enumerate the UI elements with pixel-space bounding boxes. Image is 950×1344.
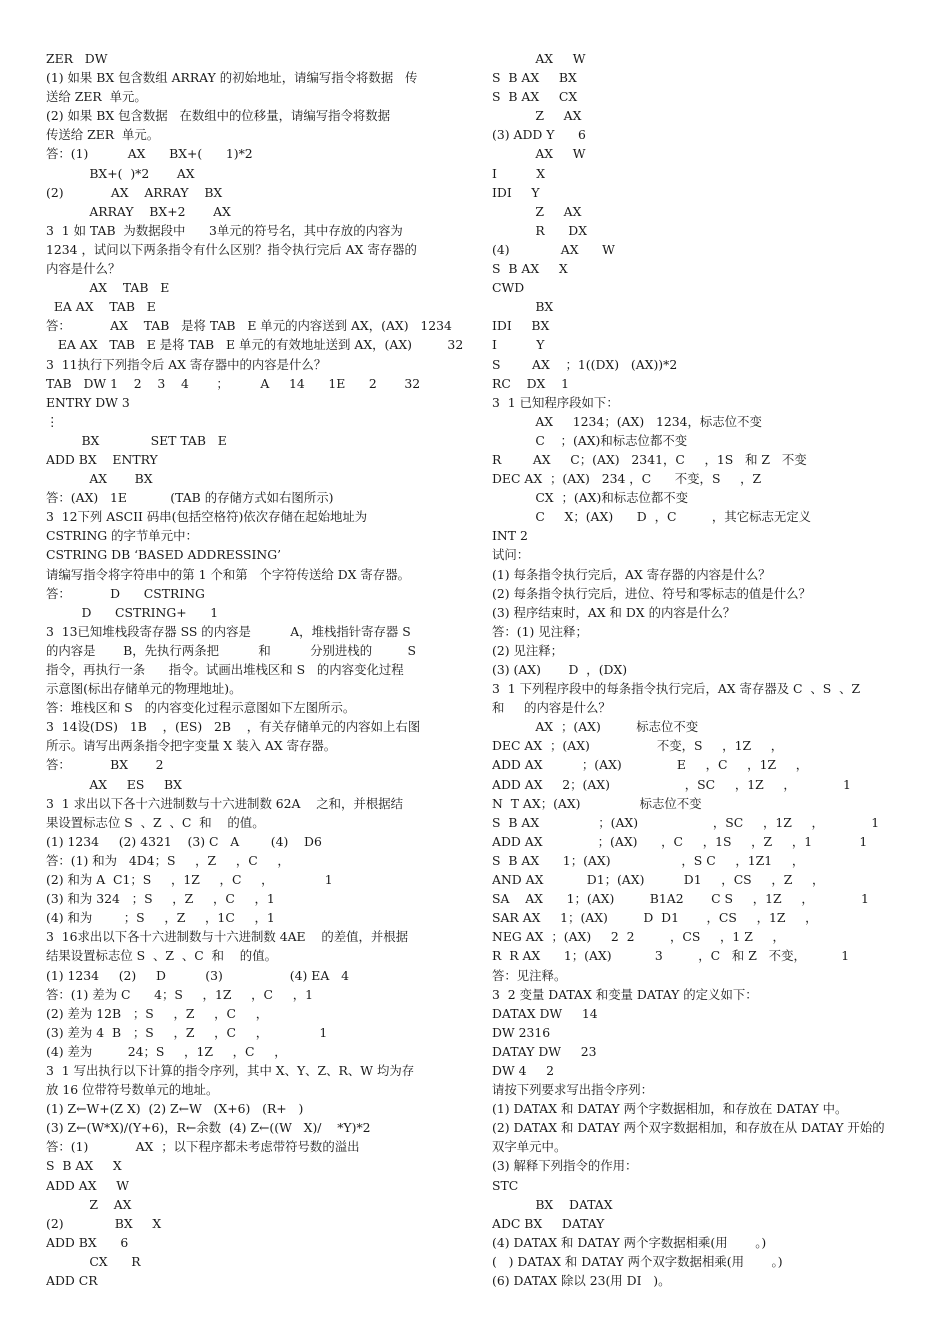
right-text-line: DATAX DW 14	[492, 1005, 598, 1021]
left-text-line: D CSTRING+ 1	[46, 604, 219, 620]
right-text-line: (4) DATAX 和 DATAY 两个字数据相乘(用 。)	[492, 1234, 767, 1250]
left-text-line: (1) 1234 (2) D (3) (4) EA 4	[46, 967, 349, 983]
left-text-line: ADD BX ENTRY	[46, 451, 158, 467]
left-text-line: (2) AX ARRAY BX	[46, 184, 223, 200]
right-text-line: (2) DATAX 和 DATAY 两个双字数据相加，和存放在从 DATAY 开始的	[492, 1120, 885, 1136]
left-text-line: 3 14设(DS) 1B ，(ES) 2B ，有关存储单元的内容如上右图	[46, 719, 421, 735]
left-text-line: 3 12下列 ASCII 码串(包括空格符)依次存储在起始地址为	[46, 509, 368, 525]
right-text-line: AX W	[492, 51, 586, 66]
right-text-line: SAR AX 1；(AX) D D1 ，CS ，1Z ，	[492, 910, 818, 926]
right-text-line: AX ；(AX) 标志位不变	[492, 719, 699, 735]
left-text-line: 1234 ，试问以下两条指令有什么区别？指令执行完后 AX 寄存器的	[46, 241, 417, 257]
left-text-line: 3 1 如 TAB 为数据段中 3单元的符号名，其中存放的内容为	[46, 222, 403, 238]
right-text-line: Z AX	[492, 108, 582, 124]
left-text-line: 答：(1) AX BX+( 1)*2	[46, 146, 253, 162]
left-text-line: 内容是什么？	[46, 261, 121, 277]
right-text-line: CX ；(AX)和标志位都不变	[492, 490, 689, 506]
left-text-line: AX BX	[46, 471, 153, 487]
left-text-line: 3 1 写出执行以下计算的指令序列，其中 X、Y、Z、R、W 均为存	[46, 1062, 415, 1078]
right-text-line: (1) 每条指令执行完后，AX 寄存器的内容是什么？	[492, 566, 771, 582]
left-text-line: 放 16 位带符号数单元的地址。	[46, 1082, 219, 1098]
right-text-line: 3 1 已知程序段如下：	[492, 394, 619, 410]
right-text-line: DEC AX ；(AX) 234 ，C 不变，S ，Z	[492, 471, 762, 487]
left-text-line: (4) 和为 ；S ，Z ，1C ，1	[46, 910, 275, 926]
left-text-line: (3) Z←(W*X)/(Y+6)，R←余数 (4) Z←((W X)/ *Y)*2	[46, 1120, 371, 1136]
right-text-line: Z AX	[492, 203, 582, 219]
right-text-line: ADC BX DATAY	[492, 1215, 605, 1231]
left-text-line: ARRAY BX+2 AX	[46, 203, 231, 219]
left-text-line: S B AX X	[46, 1158, 122, 1174]
right-text-line: ADD AX ；(AX) ，C ，1S ，Z ，1 1	[492, 833, 868, 849]
left-text-line: CSTRING 的字节单元中：	[46, 528, 198, 544]
left-text-line: 示意图(标出存储单元的物理地址)。	[46, 681, 242, 697]
left-text-line: Z AX	[46, 1196, 132, 1212]
right-text-line: 3 2 变量 DATAX 和变量 DATAY 的定义如下：	[492, 986, 758, 1002]
left-text-line: ADD BX 6	[46, 1234, 129, 1250]
left-text-line: (2) BX X	[46, 1215, 162, 1231]
right-text-line: 试问：	[492, 547, 530, 563]
right-text-line: S B AX 1；(AX) ，S C ，1Z1 ，	[492, 852, 805, 868]
left-text-line: 结果设置标志位 S 、Z 、C 和 的值。	[46, 948, 277, 964]
left-text-line: (1) 如果 BX 包含数组 ARRAY 的初始地址，请编写指令将数据 传	[46, 70, 418, 86]
left-text-line: (4) 差为 24；S ，1Z ，C ，	[46, 1043, 287, 1059]
left-text-line: 答：(1) AX ；以下程序都未考虑带符号数的溢出	[46, 1139, 360, 1155]
right-text-line: BX DATAX	[492, 1196, 613, 1212]
left-text-line: ⋮	[46, 413, 59, 429]
right-text-line: BX	[492, 299, 554, 315]
left-text-line: 答：堆栈区和 S 的内容变化过程示意图如下左图所示。	[46, 700, 356, 716]
left-text-line: 3 16求出以下各十六进制数与十六进制数 4AE 的差值，并根据	[46, 929, 409, 945]
right-text-line: C ；(AX)和标志位都不变	[492, 432, 688, 448]
left-text-line: 所示。请写出两条指令把字变量 X 装入 AX 寄存器。	[46, 738, 337, 754]
left-text-line: 传送给 ZER 单元。	[46, 127, 160, 143]
left-text-line: 答： AX TAB 是将 TAB E 单元的内容送到 AX，(AX) 1234	[46, 318, 452, 334]
left-text-line: (1) Z←W+(Z X) (2) Z←W (X+6) (R+ )	[46, 1101, 304, 1117]
right-text-line: IDI Y	[492, 184, 540, 200]
right-text-line: (4) AX W	[492, 241, 615, 257]
right-text-line: DW 2316	[492, 1024, 551, 1040]
right-text-line: (3) (AX) D ，(DX)	[492, 662, 628, 677]
right-text-line: (1) DATAX 和 DATAY 两个字数据相加，和存放在 DATAY 中。	[492, 1101, 848, 1117]
right-text-line: S B AX ；(AX) ，SC ，1Z ， 1	[492, 814, 880, 830]
left-text-line: 送给 ZER 单元。	[46, 89, 147, 105]
left-text-line: AX TAB E	[46, 280, 170, 296]
right-text-line: AND AX D1；(AX) D1 ，CS ，Z ，	[492, 872, 825, 888]
right-text-line: R R AX 1；(AX) 3 ，C 和 Z 不变， 1	[492, 948, 850, 964]
right-text-line: DATAY DW 23	[492, 1043, 597, 1059]
left-text-line: CX R	[46, 1253, 141, 1269]
left-text-line: 果设置标志位 S 、Z 、C 和 的值。	[46, 814, 265, 830]
left-text-line: (2) 如果 BX 包含数据 在数组中的位移量，请编写指令将数据	[46, 108, 391, 124]
left-text-line: (2) 差为 12B ；S ，Z ，C ，	[46, 1005, 269, 1021]
right-text-line: 双字单元中。	[492, 1139, 567, 1155]
left-text-line: (3) 和为 324 ；S ，Z ，C ，1	[46, 891, 275, 907]
right-text-line: R DX	[492, 222, 588, 238]
right-column	[492, 49, 912, 1290]
left-text-line: 答：(1) 和为 4D4；S ，Z ，C ，	[46, 852, 290, 868]
left-text-line: 答： D CSTRING	[46, 585, 205, 601]
left-text-line: (1) 1234 (2) 4321 (3) C A (4) D6	[46, 833, 322, 849]
right-text-line: R AX C；(AX) 2341，C ，1S 和 Z 不变	[492, 451, 807, 467]
left-text-line: 答： BX 2	[46, 757, 164, 773]
right-text-line: CWD	[492, 280, 525, 296]
left-text-line: 3 11执行下列指令后 AX 寄存器中的内容是什么？	[46, 356, 327, 372]
right-text-line: 3 1 下列程序段中的每条指令执行完后，AX 寄存器及 C 、S 、Z	[492, 681, 861, 697]
left-text-line: ZER DW	[46, 51, 108, 66]
left-text-line: 答：(AX) 1E (TAB 的存储方式如右图所示)	[46, 490, 334, 506]
left-text-line: CSTRING DB ‘BASED ADDRESSING’	[46, 547, 282, 563]
right-text-line: S B AX X	[492, 261, 568, 277]
left-text-line: BX SET TAB E	[46, 432, 227, 448]
left-text-line: TAB DW 1 2 3 4 ； A 14 1E 2 32	[46, 375, 421, 391]
right-text-line: NEG AX ；(AX) 2 2 ，CS ，1 Z ，	[492, 929, 785, 945]
left-text-line: EA AX TAB E	[46, 299, 156, 315]
left-text-line: 的内容是 B，先执行两条把 和 分别进栈的 S	[46, 642, 417, 658]
right-text-line: S AX ；1((DX) (AX))*2	[492, 356, 678, 372]
right-text-line: AX W	[492, 146, 586, 162]
right-text-line: DW 4 2	[492, 1062, 555, 1078]
right-text-line: 答：(1) 见注释；	[492, 623, 588, 639]
left-text-line: EA AX TAB E 是将 TAB E 单元的有效地址送到 AX，(AX) 32	[46, 337, 464, 353]
left-text-line: (2) 和为 A C1；S ，1Z ，C ， 1	[46, 872, 333, 888]
left-text-line: ADD CR	[46, 1273, 98, 1288]
right-text-line: ADD AX 2；(AX) ，SC ，1Z ， 1	[492, 776, 851, 792]
right-text-line: (3) 解释下列指令的作用：	[492, 1158, 638, 1174]
left-text-line: 请编写指令将字符串中的第 1 个和第 个字符传送给 DX 寄存器。	[46, 566, 410, 582]
left-column	[46, 49, 466, 1290]
right-text-line: ( ) DATAX 和 DATAY 两个双字数据相乘(用 。)	[492, 1253, 783, 1269]
right-text-line: 和 的内容是什么？	[492, 700, 611, 716]
left-text-line: ENTRY DW 3	[46, 394, 130, 410]
right-text-line: STC	[492, 1177, 519, 1193]
right-text-line: RC DX 1	[492, 375, 569, 391]
right-text-line: (3) ADD Y 6	[492, 127, 586, 143]
left-text-line: 3 1 求出以下各十六进制数与十六进制数 62A 之和，并根据结	[46, 795, 403, 811]
right-text-line: N T AX；(AX) 标志位不变	[492, 795, 702, 811]
right-text-line: C X；(AX) D ，C ，其它标志无定义	[492, 509, 812, 525]
right-text-line: I X	[492, 165, 546, 181]
right-text-line: S B AX BX	[492, 70, 577, 86]
left-text-line: 指令，再执行一条 指令。试画出堆栈区和 S 的内容变化过程	[46, 662, 404, 677]
left-text-line: 3 13已知堆栈段寄存器 SS 的内容是 A，堆栈指针寄存器 S	[46, 623, 411, 639]
right-text-line: ADD AX ；(AX) E ，C ，1Z ，	[492, 757, 809, 773]
right-text-line: (2) 每条指令执行完后，进位、符号和零标志的值是什么？	[492, 585, 811, 601]
right-text-line: (3) 程序结束时，AX 和 DX 的内容是什么？	[492, 604, 736, 620]
right-text-line: 答：见注释。	[492, 967, 567, 983]
right-text-line: IDI BX	[492, 318, 550, 334]
left-text-line: AX ES BX	[46, 776, 182, 792]
right-text-line: DEC AX ；(AX) 不变，S ，1Z ，	[492, 738, 784, 754]
right-text-line: (6) DATAX 除以 23(用 DI )。	[492, 1273, 671, 1288]
left-text-line: BX+( )*2 AX	[46, 165, 195, 181]
left-text-line: ADD AX W	[46, 1177, 129, 1193]
left-text-line: (3) 差为 4 B ；S ，Z ，C ， 1	[46, 1024, 328, 1040]
right-text-line: S B AX CX	[492, 89, 578, 105]
right-text-line: 请按下列要求写出指令序列：	[492, 1082, 654, 1098]
right-text-line: AX 1234；(AX) 1234，标志位不变	[492, 413, 762, 429]
right-text-line: SA AX 1；(AX) B1A2 C S ，1Z ， 1	[492, 891, 869, 907]
right-text-line: (2) 见注释；	[492, 642, 564, 658]
left-text-line: 答：(1) 差为 C 4；S ，1Z ，C ，1	[46, 986, 313, 1002]
right-text-line: INT 2	[492, 528, 528, 544]
right-text-line: I Y	[492, 337, 545, 353]
